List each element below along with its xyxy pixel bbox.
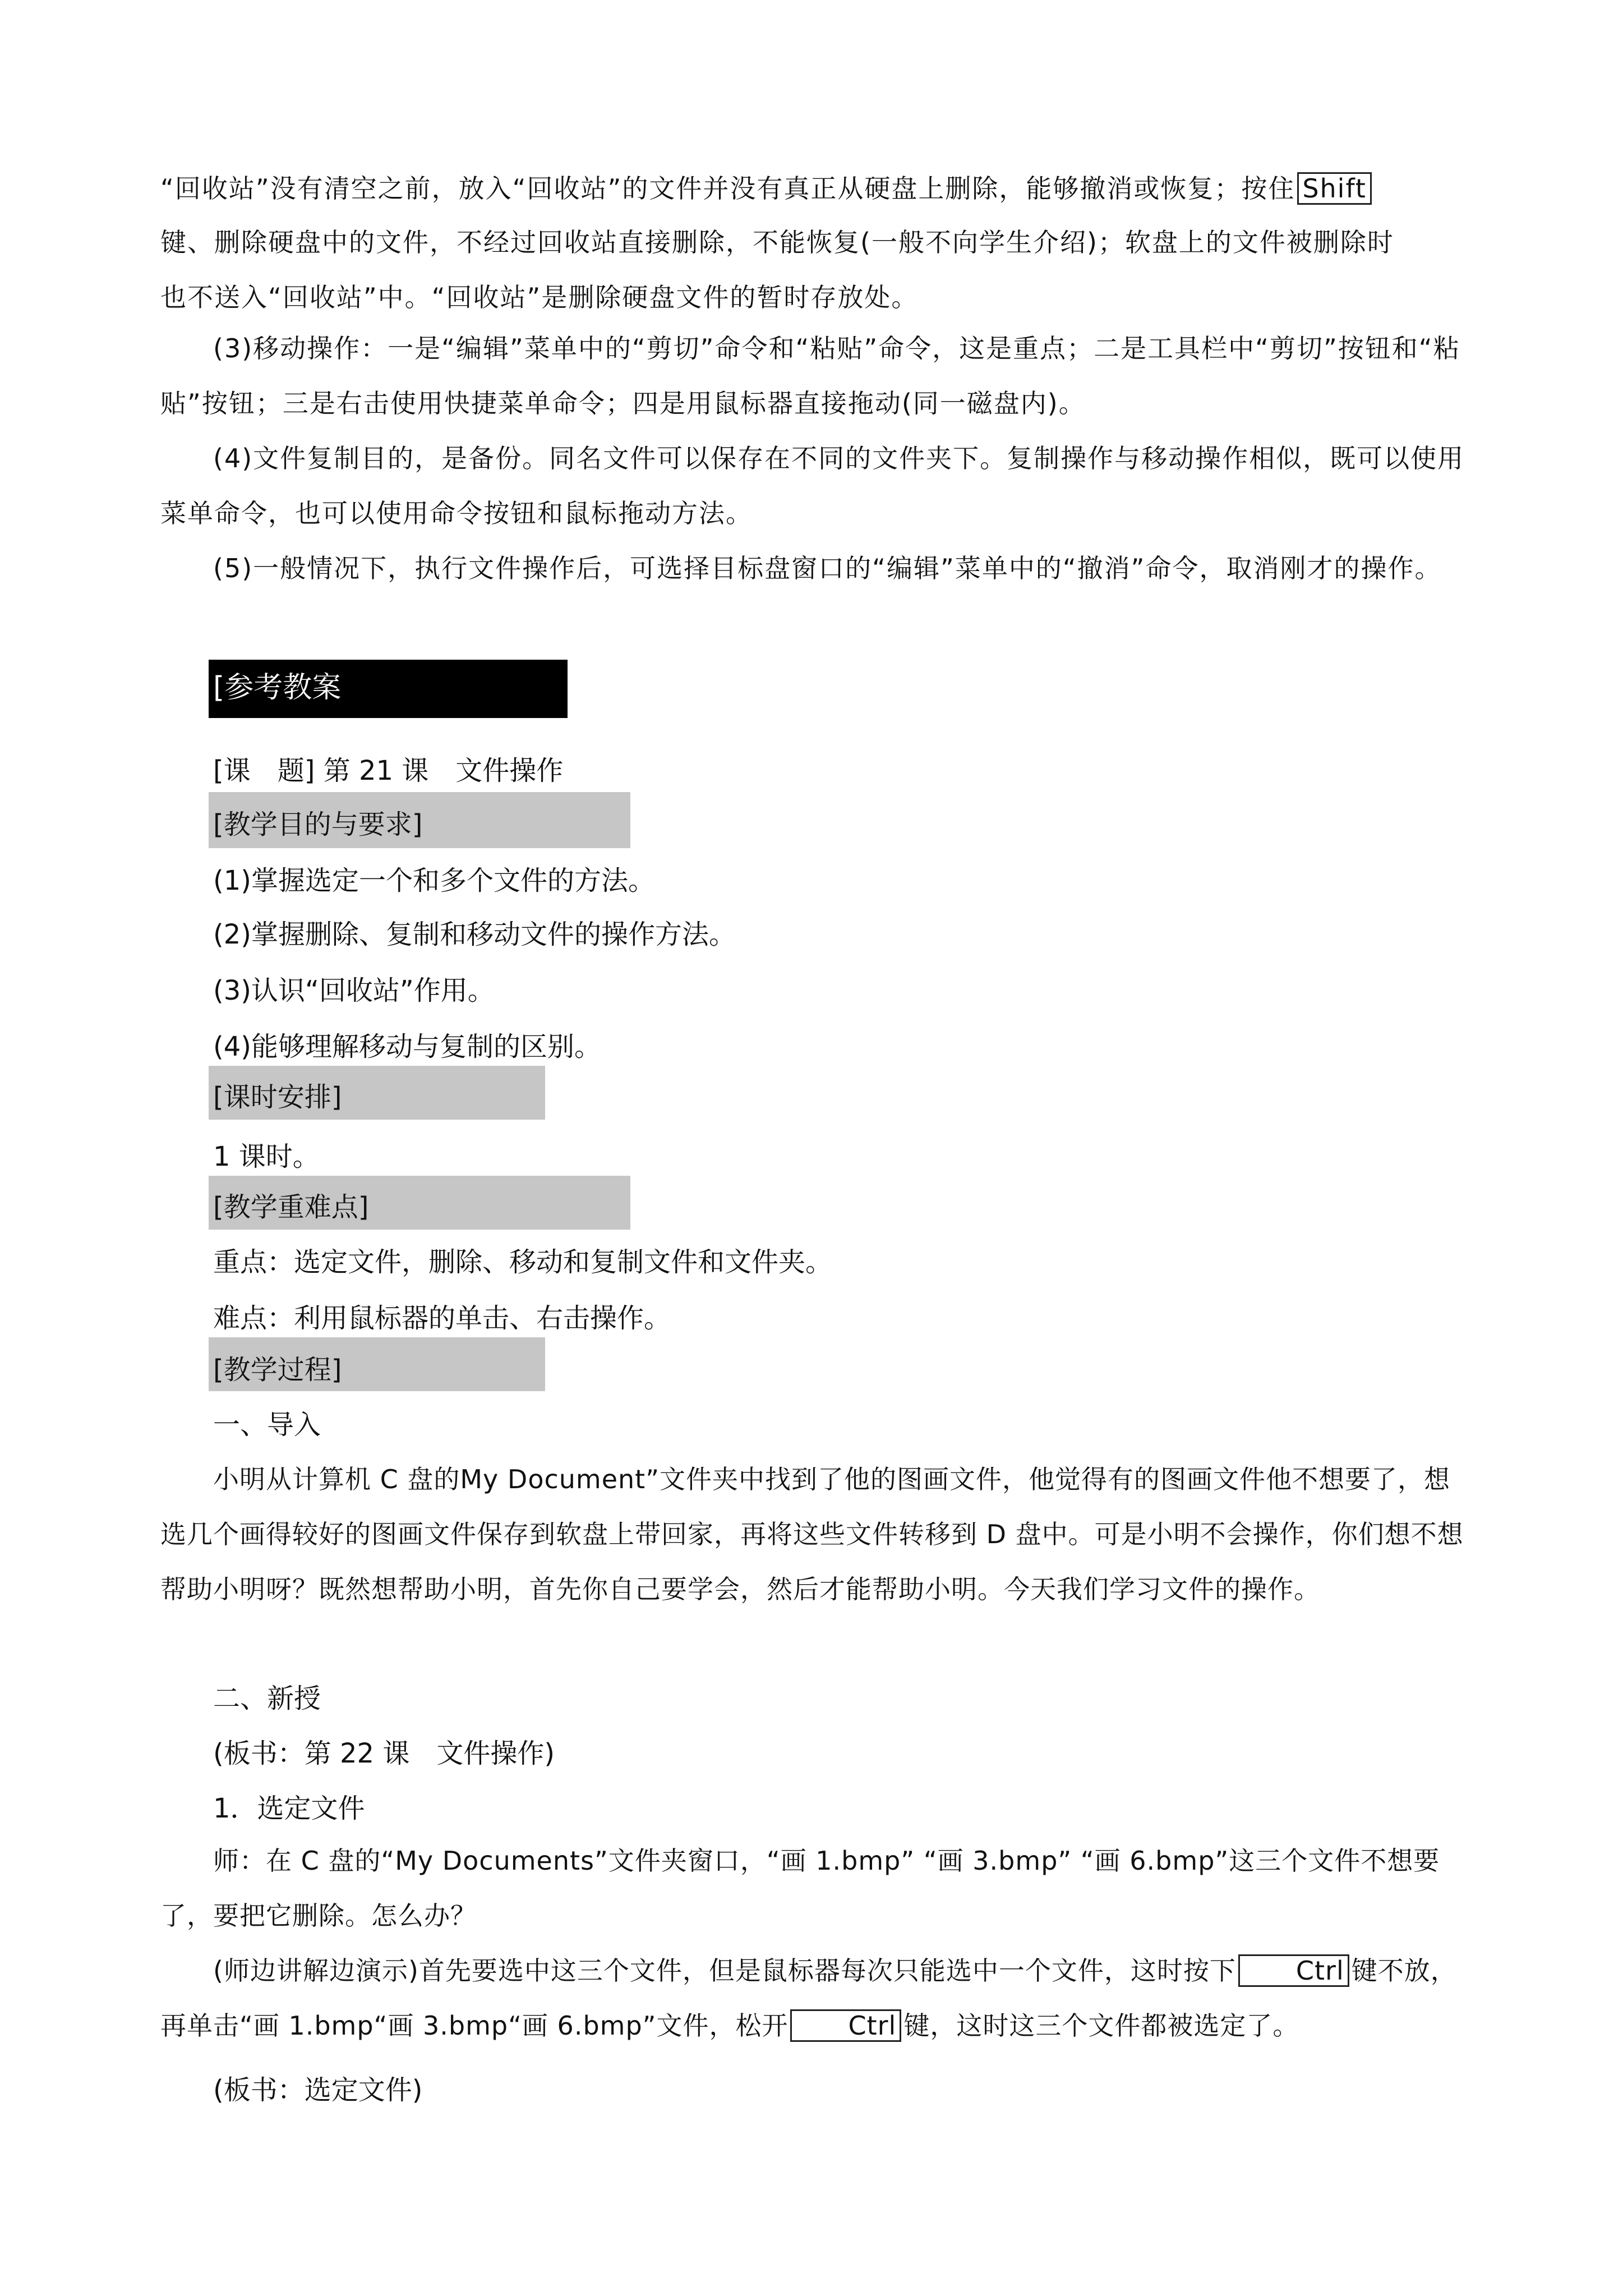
step1-text: 小明从计算机 C 盘的My Document”文件夹中找到了他的图画文件，他觉得有的图画文件他不想要了，想选几个画得较好的图画文件保存到软盘上带回家，再将这些文件转移到 D 盘中。可是小明不会操作，你们想不想帮助小明呀？既然想帮助小明，首先你自己要学会，然后才能帮助小明。今天我们学习文件的操作。 <box>160 1464 1464 1604</box>
intro-line-1: “回收站”没有清空之前，放入“回收站”的文件并没有真正从硬盘上删除，能够撤消或恢复；按住 Shift <box>160 172 1374 205</box>
shift-key-label: Shift <box>1297 172 1372 205</box>
note-5: (5)一般情况下，执行文件操作后，可选择目标盘窗口的“编辑”菜单中的“撤消”命令，取消刚才的操作。 <box>213 553 1442 583</box>
item-select-files: 1．选定文件 <box>213 1793 365 1824</box>
goals-heading: [教学目的与要求] <box>213 809 423 840</box>
lesson-title: [课 题] 第 21 课 文件操作 <box>213 755 564 786</box>
banner-title: [参考教案 <box>213 671 342 705</box>
intro-line-2: 键、删除硬盘中的文件，不经过回收站直接删除，不能恢复(一般不向学生介绍)；软盘上的文件被删除时 <box>160 227 1394 257</box>
note-3: (3)移动操作：一是“编辑”菜单中的“剪切”命令和“粘贴”命令，这是重点；二是工具栏中“剪切”按钮和“粘贴”按钮；三是右击使用快捷菜单命令；四是用鼠标器直接拖动(同一磁盘内)。 <box>160 333 1460 418</box>
keypoints-heading: [教学重难点] <box>213 1191 369 1223</box>
keypoint-main: 重点：选定文件，删除、移动和复制文件和文件夹。 <box>213 1246 833 1278</box>
process-heading: [教学过程] <box>213 1354 342 1386</box>
demo-text: (师边讲解边演示)首先要选中这三个文件，但是鼠标器每次只能选中一个文件，这时按下 Ctrl 键不放，再单击“画 1.bmp“画 3.bmp“画 6.bmp”文件，松开 Ctrl 键，这时这三个文件都被选定了。 <box>160 1955 1457 2041</box>
ctrl-key-label: Ctrl <box>1238 1954 1349 1987</box>
board-note-1: (板书：第 22 课 文件操作) <box>213 1738 555 1769</box>
goal-item: (2)掌握删除、复制和移动文件的操作方法。 <box>213 919 736 950</box>
step2-title: 二、新授 <box>213 1683 321 1714</box>
goal-item: (4)能够理解移动与复制的区别。 <box>213 1031 601 1062</box>
goal-item: (1)掌握选定一个和多个文件的方法。 <box>213 865 655 896</box>
board-note-2: (板书：选定文件) <box>213 2074 423 2106</box>
note-4: (4)文件复制目的，是备份。同名文件可以保存在不同的文件夹下。复制操作与移动操作相似，既可以使用菜单命令，也可以使用命令按钮和鼠标拖动方法。 <box>160 443 1465 528</box>
schedule-heading: [课时安排] <box>213 1082 342 1113</box>
goal-item: (3)认识“回收站”作用。 <box>213 975 495 1006</box>
intro-line-3: 也不送入“回收站”中。“回收站”是删除硬盘文件的暂时存放处。 <box>160 282 919 312</box>
keypoint-hard: 难点：利用鼠标器的单击、右击操作。 <box>213 1303 671 1334</box>
teacher-text: 师：在 C 盘的“My Documents”文件夹窗口，“画 1.bmp” “画 3.bmp” “画 6.bmp”这三个文件不想要了，要把它删除。怎么办？ <box>160 1846 1440 1931</box>
schedule-text: 1 课时。 <box>213 1141 320 1172</box>
reference-plan-banner <box>209 660 568 718</box>
step1-title: 一、导入 <box>213 1409 321 1441</box>
ctrl-key-label: Ctrl <box>790 2009 901 2042</box>
